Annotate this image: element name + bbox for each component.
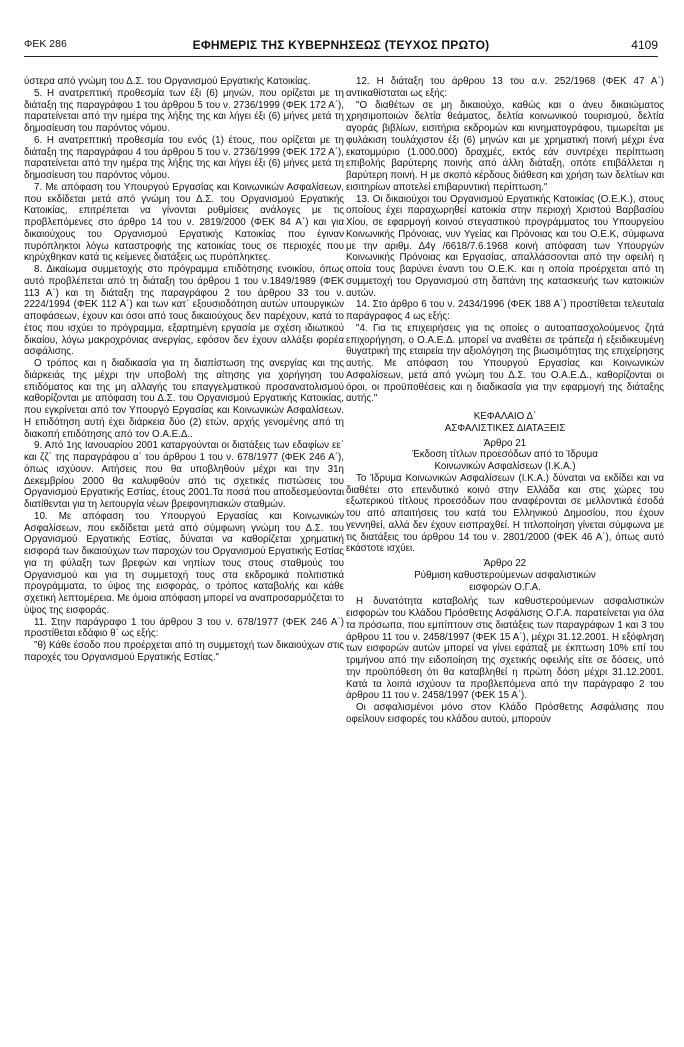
issue-number: ΦΕΚ 286 bbox=[24, 38, 67, 50]
paragraph: 7. Με απόφαση του Υπουργού Εργασίας και Κοινωνικών Ασφαλίσεων, που εκδίδεται μετά από γνώμη του Δ.Σ. του Οργανισμού Εργατικής Κατοικίας, επιτρέπεται να γίνονται ρυθμίσεις ανάλογες με τις προβλεπόμενες στο άρθρο 14 του ν. 2819/2000 (ΦΕΚ 84 Α΄) και για δικαιούχους του Οργανισμού Εργατικής Κατοικίας που έγιναν πυρόπληκτοι λόγω καταστροφής της κατοικίας τους σε περιοχές που κηρύχθηκαν κατά τις κείμενες διατάξεις ως πυρόπληκτες. bbox=[24, 181, 344, 264]
paragraph: 10. Με απόφαση του Υπουργού Εργασίας και Κοινωνικών Ασφαλίσεων, που εκδίδεται μετά από σύμφωνη γνώμη του Δ.Σ. του Οργανισμού Εργατικής Εστίας, δύναται να καθορίζεται χρηματική εισφορά των δικαιούχων των παροχών του Οργανισμού Εργατικής Εστίας για τη φύλαξη των βρεφών και νηπίων τους στους σταθμούς του Οργανισμού και για τη συμμετοχή τους στα εκδρομικά πολιτιστικά προγράμματα, το ύψος της εισφοράς, ο τρόπος καταβολής και κάθε σχετική λεπτομέρεια. Με όμοια απόφαση μπορεί να αναπροσαρμόζεται το ύψος της εισφοράς. bbox=[24, 510, 344, 616]
header-rule bbox=[24, 56, 658, 57]
article-heading: Ρύθμιση καθυστερούμενων ασφαλιστικών bbox=[414, 569, 596, 581]
left-column bbox=[24, 76, 344, 664]
paragraph: 11. Στην παράγραφο 1 του άρθρου 3 του ν. 678/1977 (ΦΕΚ 246 Α΄) προστίθεται εδάφιο θ΄ ως εξής: bbox=[24, 616, 344, 640]
chapter-subtitle: ΑΣΦΑΛΙΣΤΙΚΕΣ ΔΙΑΤΑΞΕΙΣ bbox=[444, 422, 566, 434]
paragraph: 5. Η ανατρεπτική προθεσμία των έξι (6) μηνών, που ορίζεται με τη διάταξη της παραγράφου 1 του άρθρου 5 του ν. 2736/1999 (ΦΕΚ 172 Α΄), παρατείνεται από την ημέρα της λήξης της και λήγει έξι (6) μήνες μετά τη δημοσίευση του παρόντος νόμου. bbox=[24, 87, 344, 134]
article-title: Άρθρο 22 bbox=[483, 558, 527, 569]
article-title: Άρθρο 21 bbox=[483, 437, 527, 449]
paragraph: ύστερα από γνώμη του Δ.Σ. του Οργανισμού Εργατικής Κατοικίας. bbox=[24, 76, 311, 87]
gazette-title: ΕΦΗΜΕΡΙΣ ΤΗΣ ΚΥΒΕΡΝΗΣΕΩΣ (ΤΕΥΧΟΣ ΠΡΩΤΟ) bbox=[192, 38, 490, 52]
article-heading: Κοινωνικών Ασφαλίσεων (Ι.Κ.Α.) bbox=[434, 461, 576, 472]
chapter-title: ΚΕΦΑΛΑΙΟ Δ΄ bbox=[473, 411, 537, 422]
paragraph: 8. Δικαίωμα συμμετοχής στο πρόγραμμα επιδότησης ενοικίου, όπως αυτό προβλέπεται από τη διάταξη του άρθρου 1 του ν.1849/1989 (ΦΕΚ 113 Α΄) και τη διάταξη της παραγράφου 2 του άρθρου 33 του ν. 2224/1994 (ΦΕΚ 112 Α΄) και των κατ΄ εξουσιοδότηση αυτών υπουργικών αποφάσεων, έχουν και όσοι από τους δικαιούχους δεν παρέχουν, κατά το έτος που ισχύει το πρόγραμμα, εξαρτημένη εργασία με σχέση ιδιωτικού δικαίου, λόγω μακροχρόνιας ανεργίας, εφόσον δεν έχουν αλλάξει φορέα ασφάλισης. bbox=[24, 264, 344, 358]
paragraph: 6. Η ανατρεπτική προθεσμία του ενός (1) έτους, που ορίζεται με τη διάταξη της παραγράφου 4 του άρθρου 5 του ν. 2736/1999 (ΦΕΚ 172 Α΄), παρατείνεται από την ημέρα της λήξης της και λήγει έξι (6) μήνες μετά τη δημοσίευση του παρόντος νόμου. bbox=[24, 134, 344, 181]
paragraph: 9. Από 1ης Ιανουαρίου 2001 καταργούνται οι διατάξεις των εδαφίων εε΄ και ζζ΄ της παραγράφου α΄ του άρθρου 1 του ν. 678/1977 (ΦΕΚ 246 Α΄), όπως ισχύουν. Αιτήσεις που θα υποβληθούν μέχρι και την 31η Δεκεμβρίου 2000 θα καλυφθούν από τις σχετικές πιστώσεις του Οργανισμού Εργατικής Εστίας, έτους 2001.Τα ποσά που αποδεσμεύονται διατίθενται για τη λειτουργία νέων βρεφονηπιακών σταθμών. bbox=[24, 440, 344, 510]
paragraph: Οι ασφαλισμένοι μόνο στον Κλάδο Πρόσθετης Ασφάλισης που οφείλουν εισφορές του κλάδου αυτού, μπορούν bbox=[346, 702, 664, 725]
article-heading: εισφορών Ο.Γ.Α. bbox=[469, 581, 541, 593]
paragraph: 13. Οι δικαιούχοι του Οργανισμού Εργατικής Κατοικίας (Ο.Ε.Κ.), στους οποίους έχει παραχωρηθεί κατοικία στην περιοχή Χριστού Βαρβασίου Χίου, σε εφαρμογή κοινού στεγαστικού προγράμματος του Υπουργείου Κοινωνικής Πρόνοιας, νυν Υγείας και Πρόνοιας και του Ο.Ε.Κ, σύμφωνα με την αριθμ. Δ4γ /6618/7.6.1968 κοινή απόφαση των Υπουργών Κοινωνικής Πρόνοιας και Εργασίας, απαλλάσσονται από την οφειλή η οποία τους βαρύνει έναντι του Ο.Ε.Κ. και η οποία προέρχεται από τη συμμετοχή του Οργανισμού στη δαπάνη της κατασκευής των κατοικιών αυτών. bbox=[346, 193, 664, 299]
right-column bbox=[346, 76, 664, 726]
article-heading: Έκδοση τίτλων προεσόδων από το Ίδρυμα bbox=[412, 449, 598, 461]
paragraph: "θ) Κάθε έσοδο που προέρχεται από τη συμμετοχή των δικαιούχων στις παροχές του Οργανισμού Εργατικής Εστίας." bbox=[24, 640, 344, 663]
paragraph: Ο τρόπος και η διαδικασία για τη διαπίστωση της ανεργίας και της διάρκειάς της μέχρι την υποβολή της αίτησης για χορήγηση του επιδόματος και της μη αλλαγής του επαγγελματικού προσανατολισμού καθορίζονται με απόφαση του Δ.Σ. του Οργανισμού Εργατικής Κατοικίας, που εγκρίνεται από τον Υπουργό Εργασίας και Κοινωνικών Ασφαλίσεων. Η επιδότηση αυτή έχει διάρκεια δύο (2) ετών, αρχής γενομένης από τη διακοπή επιδότησης από τον Ο.Α.Ε.Δ.. bbox=[24, 358, 344, 440]
paragraph: "4. Για τις επιχειρήσεις για τις οποίες ο αυτοαπασχολούμενος ζητά επιχορήγηση, ο Ο.Α.Ε.Δ. μπορεί να αναθέτει σε τράπεζα ή εξειδικευμένη θυγατρική της εταιρεία την αξιολόγηση της βιωσιμότητας της επιχείρησης αυτής. Με απόφαση του Υπουργού Εργασίας και Κοινωνικών Ασφαλίσεων, μετά από γνώμη του Δ.Σ. του Ο.Α.Ε.Δ., καθορίζονται οι όροι, οι προϋποθέσεις και η διαδικασία για την εφαρμογή της διάταξης αυτής." bbox=[346, 322, 664, 405]
page-header bbox=[24, 38, 658, 56]
paragraph: 12. Η διάταξη του άρθρου 13 του α.ν. 252/1968 (ΦΕΚ 47 Α΄) αντικαθίσταται ως εξής: bbox=[346, 76, 664, 99]
paragraph: Η δυνατότητα καταβολής των καθυστερούμενων ασφαλιστικών εισφορών του Κλάδου Πρόσθετης Ασφάλισης Ο.Γ.Α. παρατείνεται για όλα τα πρόσωπα, που εμπίπτουν στις διατάξεις των παραγράφων 1 και 3 του άρθρου 11 του ν. 2458/1997 (ΦΕΚ 15 Α΄), μέχρι 31.12.2001. Η εξόφληση των εισφορών αυτών μπορεί να γίνει εφάπαξ με έκπτωση 10% επί του τριμήνου από την ειδοποίηση της σχετικής οφειλής είτε σε δόσεις, υπό την προϋπόθεση ότι θα καταβληθεί η πρώτη δόση μέχρι 31.12.2001. Κατά τα λοιπά ισχύουν τα προβλεπόμενα από την παράγραφο 2 του άρθρου 11 του ν. 2458/1997 (ΦΕΚ 15 Α΄). bbox=[346, 596, 664, 702]
paragraph: "Ο διαθέτων σε μη δικαιούχο, καθώς και ο άνευ δικαιώματος χρησιμοποιών δελτία θεάματος, δελτία κοινωνικού τουρισμού, δελτία αγοράς βιβλίων, εισιτήρια εκδρομών και κινηματογράφου, τιμωρείται με φυλάκιση τουλάχιστον έξι (6) μηνών και με χρηματική ποινή μέχρι ένα εκατομμύριο (1.000.000) δραχμές, εκτός εάν συντρέχει περίπτωση επιβολής βαρύτερης ποινής από άλλη διάταξη, οπότε επιβάλλεται η βαρύτερη ποινή. Η με σκοπό κέρδους διάθεση και χρήση των δελτίων και εισιτηρίων αποτελεί επιβαρυντική περίπτωση." bbox=[346, 99, 664, 193]
paragraph: Το Ίδρυμα Κοινωνικών Ασφαλίσεων (Ι.Κ.Α.) δύναται να εκδίδει και να διαθέτει στο επενδυτικό κοινό στην Ελλάδα και στις χώρες του εξωτερικού τίτλους προεσόδων που αναφέρονται σε μελλοντικά έσοδά του από απαιτήσεις του κατά του Ελληνικού Δημοσίου, που έχουν γεννηθεί, αλλά δεν έχουν εισπραχθεί. Η τιτλοποίηση γίνεται σύμφωνα με τις διατάξεις του άρθρου 14 του ν. 2801/2000 (ΦΕΚ 46 Α΄), όπως αυτό εκάστοτε ισχύει. bbox=[346, 472, 664, 555]
page-number: 4109 bbox=[631, 38, 658, 52]
paragraph: 14. Στο άρθρο 6 του ν. 2434/1996 (ΦΕΚ 188 Α΄) προστίθεται τελευταία παράγραφος 4 ως εξής: bbox=[346, 299, 664, 322]
